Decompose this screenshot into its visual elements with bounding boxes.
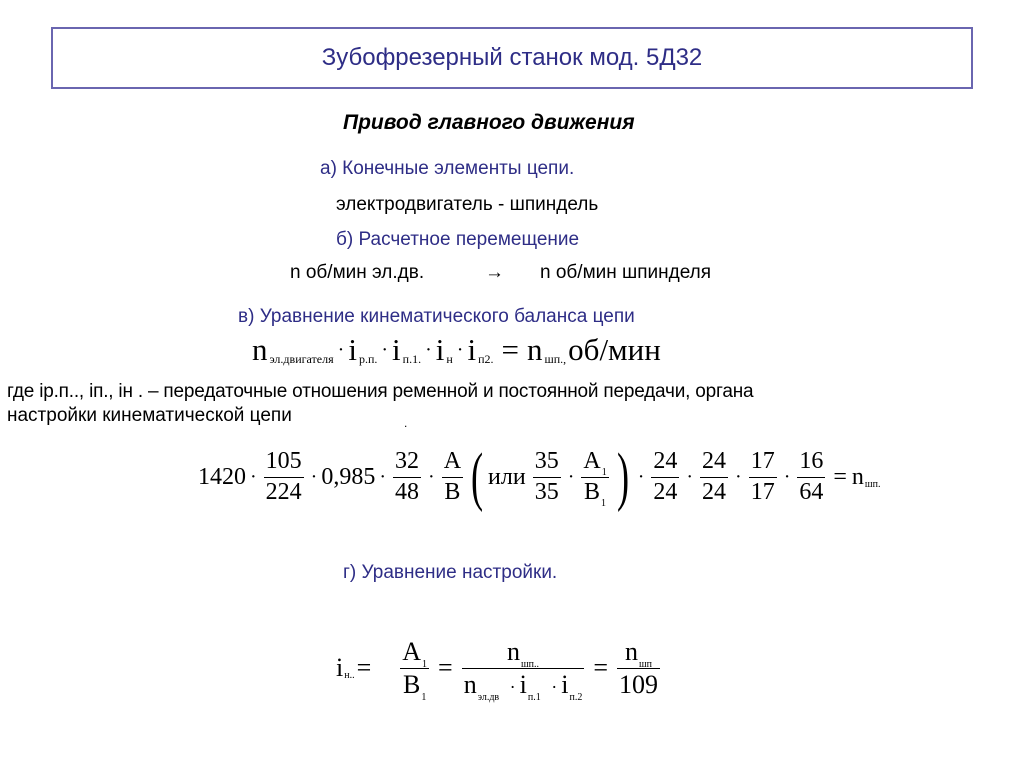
eq-units: об/мин — [568, 332, 661, 367]
lhs-i: i — [336, 653, 344, 682]
slide-title: Зубофрезерный станок мод. 5Д32 — [321, 44, 703, 71]
eq-dot: · — [425, 338, 432, 361]
fraction: $\frac{A_1}{B_1}$ — [583, 448, 607, 509]
explanation-line-2: настройки кинематической цепи — [7, 405, 292, 426]
coefficient: 0,985 — [321, 463, 376, 490]
section-d-heading: г) Уравнение настройки. — [343, 562, 558, 583]
left-paren: ( — [470, 440, 484, 513]
section-b-right: n об/мин шпинделя — [540, 262, 712, 283]
eq-n-sub: шп., — [544, 351, 567, 366]
section-b-heading: б) Расчетное перемещение — [336, 229, 580, 250]
fraction-right: $\frac{n_{шп}}{109}$ — [619, 637, 658, 699]
fraction-a1-b1: $\frac{A_1}{B_1}$ — [402, 637, 428, 703]
fraction: $\frac{35}{35}$ — [534, 448, 559, 505]
eq-i: i — [348, 332, 357, 367]
or-word: или — [488, 463, 526, 490]
fraction: $\frac{17}{17}$ — [750, 448, 775, 505]
fraction: $\frac{16}{64}$ — [799, 448, 824, 505]
fraction: $\frac{A}{B}$ — [443, 448, 462, 505]
tuning-equation: i н.. = $\frac{A_1}{B_1}$ = $\frac{n_{шп..}}{n_{эл.дв} \cdot i_{п.1} \cdot i_{п.2}}$ = $\frac{n_{шп}}{109}$ — [336, 637, 658, 703]
fraction-middle: $\frac{n_{шп..}}{n_{эл.дв} \cdot i_{п.1} \cdot i_{п.2}}$ — [463, 637, 583, 703]
eq-n: n — [252, 332, 268, 367]
title-box — [51, 27, 973, 89]
fraction: $\frac{24}{24}$ — [653, 448, 678, 505]
eq-dot: · — [456, 338, 464, 361]
fraction: $\frac{32}{48}$ — [395, 448, 420, 505]
section-a-heading: а) Конечные элементы цепи. — [320, 158, 575, 179]
arrow-icon: → — [485, 262, 504, 283]
stray-mark: . — [404, 416, 408, 430]
eq-dot: · — [381, 338, 389, 361]
eq-equals: = — [501, 332, 519, 367]
section-c-heading: в) Уравнение кинематического баланса цепи — [238, 306, 635, 327]
section-a-text: электродвигатель - шпиндель — [336, 194, 599, 215]
rhs-sub: шп. — [864, 478, 881, 490]
eq-i: i — [392, 332, 401, 367]
fraction: $\frac{24}{24}$ — [702, 448, 727, 505]
eq-i-sub: н — [446, 351, 453, 366]
eq-i: i — [467, 332, 477, 367]
eq-n-sub: эл.двигателя — [269, 351, 334, 366]
section-b-left: n об/мин эл.дв. — [290, 262, 425, 283]
eq-i-sub: п2. — [478, 351, 494, 366]
eq-i-sub: р.п. — [358, 351, 378, 366]
kinematic-equation — [252, 332, 661, 368]
eq-i: i — [435, 332, 445, 367]
fraction: $\frac{105}{224}$ — [265, 448, 302, 505]
eq-n: n — [527, 332, 543, 367]
subtitle: Привод главного движения — [343, 111, 635, 134]
numeric-equation: 1420 · $\frac{105}{224}$ · 0,985 · $\frac{32}{48}$ · $\frac{A}{B}$ ( или $\frac{35}{35}$ · $\frac{A_1}{B_1}$ ) · $\frac{24}{24}$ · $\frac{24}{24}$ · $\frac{17}{17}$ · $\frac{16}{64}$ = n шп. — [198, 440, 881, 513]
eq-i-sub: п.1. — [402, 351, 422, 366]
explanation-line-1: где iр.п.., iп., iн . – передаточные отношения ременной и постоянной передачи, органа — [7, 381, 754, 402]
right-paren: ) — [616, 440, 629, 513]
eq-dot: · — [337, 338, 345, 361]
motor-rpm: 1420 — [198, 463, 246, 490]
